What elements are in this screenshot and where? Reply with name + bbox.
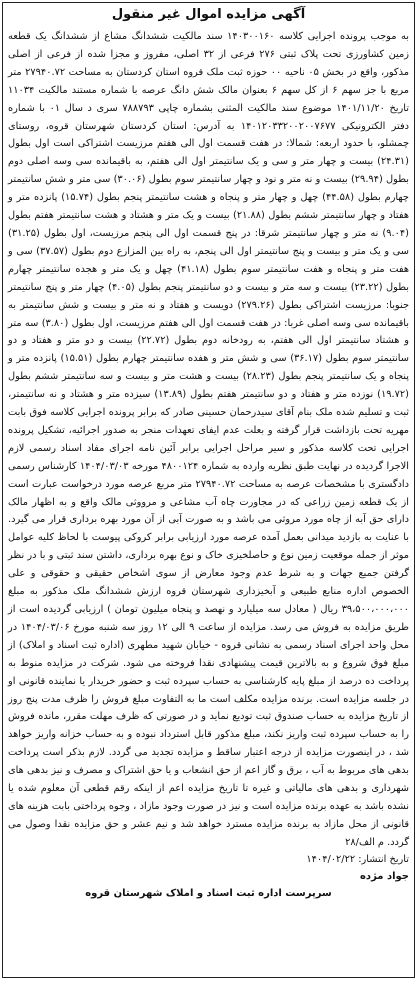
- notice-body: به موجب پرونده اجرایی کلاسه ۱۴۰۳۰۰۱۶۰ سند مالکیت ششدانگ مشاع از ششدانگ یک قطعه زمین کشاورزی تحت پلاک ثبتی ۲۷۶ فرعی از ۳۲ اصلی، مفروز و مجزا شده از فرعی از اصلی مذکور، واقع در بخش ۰۵ ناحیه ۰۰ حوزه ثبت ملک قروه استان کردستان به مساحت ۲۷۹۴۰.۷۲ متر مربع با جز سهم ۶ از کل سهم ۶ بعنوان مالک شش دانگ عرصه با شماره مستند مالکیت ۱۱۰۳۴ تاریخ ۱۴۰۱/۱۱/۲۰ موضوع سند مالکیت المثنی بشماره چاپی ۷۸۸۷۹۳ سری د سال ۰۱ با شماره دفتر الکترونیکی ۱۴۰۱۲۰۳۳۲۰۰۲۰۰۷۶۷۷ به آدرس: استان کردستان شهرستان قروه، روستای چمشلو، با حدود اربعه: شمالا: در هفت قسمت اول الی هفتم مرزیست اشتراکی است اول بطول (۲۴.۳۱) بیست و چهار متر و سی و یک سانتیمتر اول الی هفتم، به باقیمانده سی وسه اصلی دوم بطول (۲۹.۹۴) بیست و نه متر و نود و چهار سانتیمتر سوم بطول (۳۰.۰۶) سی متر و شش سانتیمتر چهارم بطول (۴۴.۵۸) چهل و چهار متر و پنجاه و هشت سانتیمتر پنجم بطول (۱۵.۷۴) پانزده متر و هفتاد و چهار سانتیمتر ششم بطول (۲۱.۸۸) بیست و یک متر و هشتاد و هشت سانتیمتر هفتم بطول (۹.۰۴) نه متر و چهار سانتیمتر شرقا: در پنج قسمت اول الی پنجم مرزیست، اول بطول (۳۱.۲۵) سی و یک متر و بیست و پنج سانتیمتر اول الی پنجم، به راه بین المزارع دوم بطول (۳۷.۵۷) سی و هفت متر و پنجاه و هفت سانتیمتر سوم بطول (۴۱.۱۸) چهل و یک متر و هجده سانتیمتر چهارم بطول (۲۳.۲۲) بیست و سه متر و بیست و دو سانتیمتر پنجم بطول (۴.۰۵) چهار متر و پنج سانتیمتر جنوبا: مرزیست اشتراکی بطول (۲۷۹.۲۶) دویست و هفتاد و نه متر و بیست و شش سانتیمتر به باقیمانده سی وسه اصلی غربا: در هفت قسمت اول الی هفتم مرزیست، اول بطول (۳.۸۰) سه متر و هشتاد سانتیمتر اول الی هفتم، به رودخانه دوم بطول (۲۲.۷۲) بیست و دو متر و هفتاد و دو سانتیمتر سوم بطول (۳۶.۱۷) سی و شش متر و هفده سانتیمتر چهارم بطول (۱۵.۵۱) پانزده متر و پنجاه و یک سانتیمتر پنجم بطول (۲۸.۲۳) بیست و هشت متر و بیست و سه سانتیمتر ششم بطول (۱۹.۷۲) نوزده متر و هفتاد و دو سانتیمتر هفتم بطول (۱۳.۸۹) سیزده متر و هشتاد و نه سانتیمتر، ثبت و تسلیم شده ملک بنام آقای سیدرحمان حسینی صادر که برابر پرونده اجرایی کلاسه فوق بابت مهریه تحت بازداشت قرار گرفته و بعلت عدم ایفای تعهدات منجر به صدور اجرائیه، تشکیل پرونده اجرایی تحت کلاسه مذکور و سیر مراحل اجرایی برابر آئین نامه اجرای مفاد اسناد رسمی لازم الاجرا گردیده در نهایت طبق نظریه وارده به شماره ۴۸۰۰۱۲۴ مورخه ۱۴۰۴/۰۳/۰۳ کارشناس رسمی دادگستری با مشخصات عرصه به مساحت ۲۷۹۴۰.۷۲ متر مربع عرصه مورد درخواست عبارت است از یک قطعه زمین زراعی که در مجاورت چاه آب مشاعی و مرووثی مالک واقع و به اظهار مالک دارای حق آبه از چاه مورد مروثی می باشد و به صورت آبی از آن مورد بهره برداری قرار می گیرد. با عنایت به بازدید میدانی بعمل آمده عرصه مورد ارزیابی برابر کروکی پیوست با لحاظ کلیه عوامل موثر از جمله موقعیت زمین نوع و حاصلخیزی خاک و نوع بهره برداری، داشتن سند ثبتی و با در نظر گرفتن جمیع جهات و به شرط عدم وجود معارض از سوی اشخاص حقیقی و حقوقی و علی الخصوص اداره منابع طبیعی و آبخیزداری شهرستان قروه ارزش ششدانگ ملک مذکور به مبلغ ۳۹،۵۰۰،۰۰۰،۰۰۰ ریال ( معادل سه میلیارد و نهصد و پنجاه میلیون تومان ) ارزیابی گردیده است از طریق مزایده به فروش می رسد. مزایده از ساعت ۹ الی ۱۲ روز سه شنبه مورخ ۱۴۰۴/۰۳/۰۶ در محل واحد اجرای اسناد رسمی به نشانی قروه - خیابان شهید مطهری (اداره ثبت اسناد و املاک) از مبلغ فوق شروع و به بالاترین قیمت پیشنهادی نقدا فروخته می شود. شرکت در مزایده منوط به پرداخت ده درصد از مبلغ پایه کارشناسی به حساب سپرده ثبت و حضور خریدار یا نماینده قانونی او در جلسه مزایده است. برنده مزایده مکلف است ما به التفاوت مبلغ فروش را ظرف مدت پنج روز از تاریخ مزایده به حساب صندوق ثبت تودیع نماید و در صورتی که ظرف مهلت مقرر، مانده فروش را به حساب سپرده ثبت واریز نکند، مبلغ مذکور قابل استرداد نبوده و به حساب خزانه واریز خواهد شد ، در اینصورت مزایده از درجه اعتبار ساقط و مزایده تجدید می گردد. لازم بذکر است پرداخت بدهی های مربوط به آب ، برق و گاز اعم از حق انشعاب و یا حق اشتراک و مصرف و نیز بدهی های شهرداری و بدهی های مالیاتی و غیره تا تاریخ مزایده اعم از اینکه رقم قطعی آن معلوم شده یا نشده باشد به عهده برنده مزایده است و نیز در صورت وجود مازاد ، وجوه پرداختی بابت هزینه های قانونی از محل مازاد به برنده مزایده مسترد خواهد شد و نیم عشر و حق مزایده نقدا وصول می گردد. م الف/۲۸: [8, 31, 410, 848]
- signer-name: جواد مژده: [360, 870, 409, 882]
- notice-frame: [2, 2, 415, 978]
- notice-title: آگهی مزایده اموال غیر منقول: [111, 7, 306, 22]
- publish-date: تاریخ انتشار: ۱۴۰۴/۰۲/۲۲: [306, 853, 409, 865]
- signer-title: سرپرست اداره ثبت اسناد و املاک شهرستان قروه: [85, 887, 332, 899]
